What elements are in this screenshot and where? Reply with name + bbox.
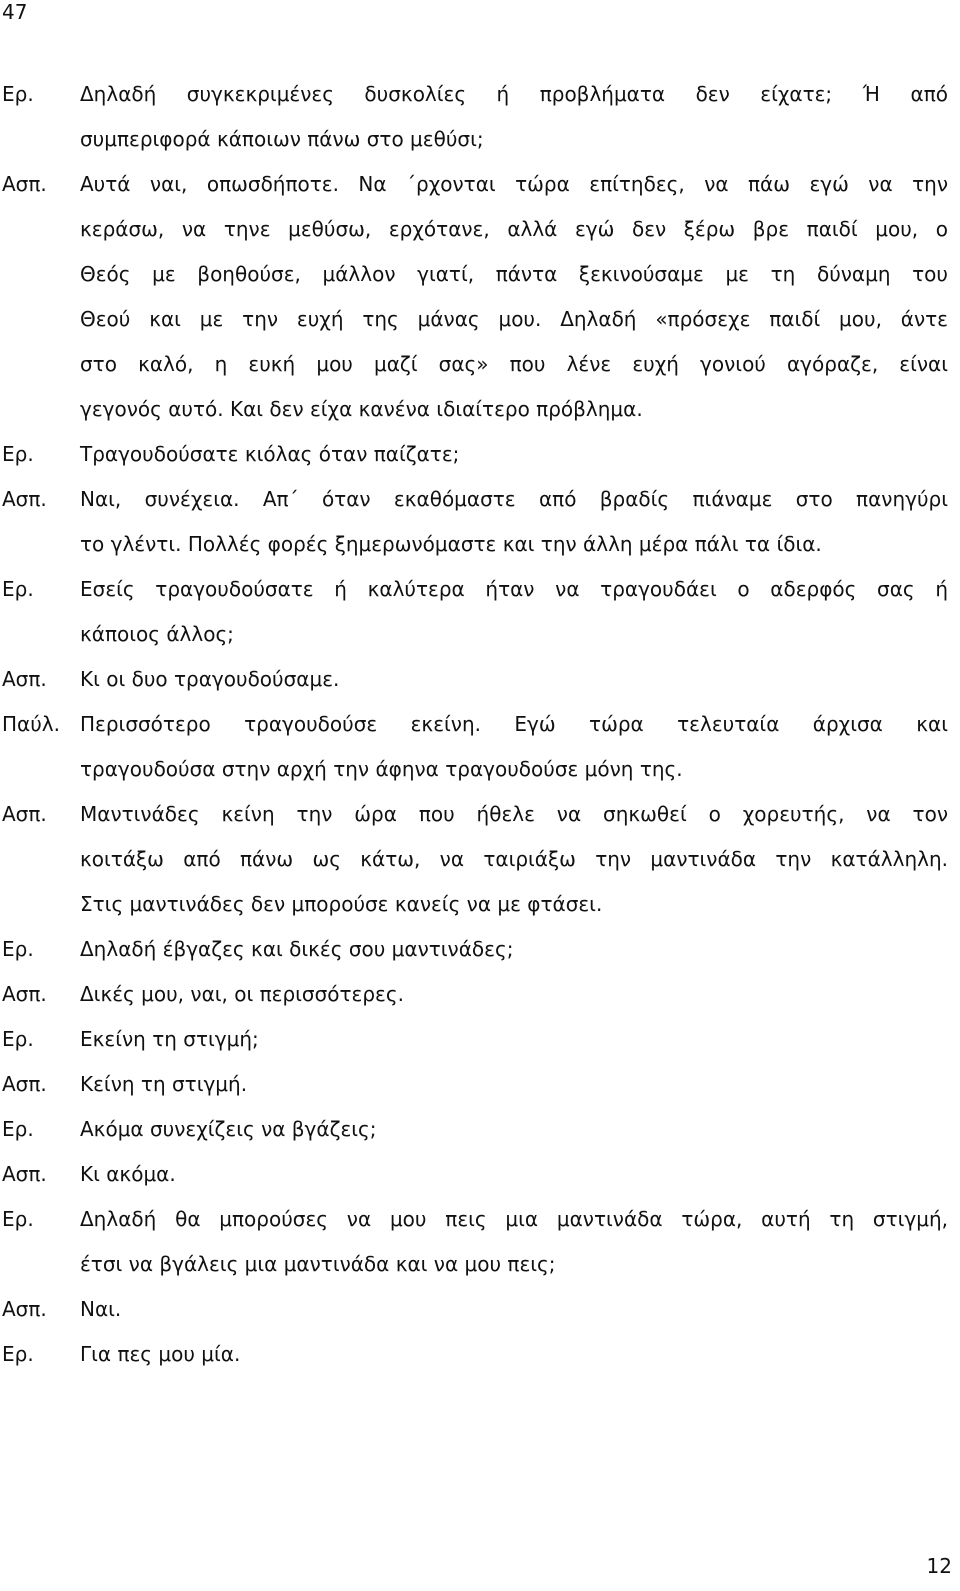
speech-text [80, 1332, 948, 1377]
speech-line: Εσείς τραγουδούσατε ή καλύτερα ήταν να τραγουδάει ο αδερφός σας ή [80, 577, 948, 601]
speech-text [80, 792, 948, 927]
speech-line: Ναι. [80, 1297, 122, 1321]
speaker-label: Παύλ. [2, 712, 60, 736]
speech-line: Ακόμα συνεχίζεις να βγάζεις; [80, 1117, 377, 1141]
speech-text [80, 657, 948, 702]
speaker-label: Ερ. [2, 1342, 34, 1366]
dialogue-entry [0, 1152, 960, 1197]
interview-transcript [0, 72, 960, 1377]
dialogue-entry [0, 432, 960, 477]
speech-line: Για πες μου μία. [80, 1342, 241, 1366]
speech-text [80, 1017, 948, 1062]
speech-line: Ναι, συνέχεια. Απ΄ όταν εκαθόμαστε από βραδίς πιάναμε στο πανηγύρι [80, 487, 948, 511]
dialogue-entry [0, 972, 960, 1017]
dialogue-entry [0, 792, 960, 927]
dialogue-entry [0, 927, 960, 972]
dialogue-entry [0, 567, 960, 657]
dialogue-entry [0, 1287, 960, 1332]
speech-line: Εκείνη τη στιγμή; [80, 1027, 259, 1051]
dialogue-entry [0, 1062, 960, 1107]
dialogue-entry [0, 162, 960, 432]
dialogue-entry [0, 657, 960, 702]
speaker-label: Ασπ. [2, 667, 47, 691]
speech-line: γεγονός αυτό. Και δεν είχα κανένα ιδιαίτερο πρόβλημα. [80, 397, 643, 421]
speech-line: Αυτά ναι, οπωσδήποτε. Να ΄ρχονται τώρα επίτηδες, να πάω εγώ να την [80, 172, 948, 196]
speech-line: στο καλό, η ευκή μου μαζί σας» που λένε ευχή γονιού αγόραζε, είναι [80, 352, 948, 376]
speaker-label: Ερ. [2, 1117, 34, 1141]
speech-line: Τραγουδούσατε κιόλας όταν παίζατε; [80, 442, 460, 466]
speech-line: Κι οι δυο τραγουδούσαμε. [80, 667, 340, 691]
speaker-label: Ασπ. [2, 487, 47, 511]
speaker-label: Ερ. [2, 1027, 34, 1051]
speaker-label: Ασπ. [2, 802, 47, 826]
speaker-label: Ερ. [2, 577, 34, 601]
dialogue-entry [0, 1107, 960, 1152]
speech-line: κοιτάξω από πάνω ως κάτω, να ταιριάξω την μαντινάδα την κατάλληλη. [80, 847, 948, 871]
speaker-label: Ασπ. [2, 1297, 47, 1321]
speaker-label: Ασπ. [2, 1162, 47, 1186]
dialogue-entry [0, 702, 960, 792]
speech-line: Δικές μου, ναι, οι περισσότερες. [80, 982, 404, 1006]
page-number-bottom: 12 [926, 1554, 952, 1578]
dialogue-entry [0, 72, 960, 162]
speech-line: Θεού και με την ευχή της μάνας μου. Δηλαδή «πρόσεχε παιδί μου, άντε [80, 307, 948, 331]
speaker-label: Ασπ. [2, 982, 47, 1006]
speaker-label: Ερ. [2, 442, 34, 466]
speech-line: κάποιος άλλος; [80, 622, 234, 646]
speaker-label: Ερ. [2, 82, 34, 106]
speech-line: Κείνη τη στιγμή. [80, 1072, 248, 1096]
speech-text [80, 1107, 948, 1152]
speaker-label: Ασπ. [2, 1072, 47, 1096]
speaker-label: Ερ. [2, 937, 34, 961]
speech-line: έτσι να βγάλεις μια μαντινάδα και να μου πεις; [80, 1252, 556, 1276]
speech-text [80, 702, 948, 792]
speech-line: Περισσότερο τραγουδούσε εκείνη. Εγώ τώρα τελευταία άρχισα και [80, 712, 948, 736]
speech-line: Δηλαδή συγκεκριμένες δυσκολίες ή προβλήματα δεν είχατε; Ή από [80, 82, 948, 106]
speech-line: Θεός με βοηθούσε, μάλλον γιατί, πάντα ξεκινούσαμε με τη δύναμη του [80, 262, 948, 286]
speech-text [80, 1062, 948, 1107]
speaker-label: Ερ. [2, 1207, 34, 1231]
speech-line: Κι ακόμα. [80, 1162, 176, 1186]
dialogue-entry [0, 1332, 960, 1377]
speech-text [80, 1197, 948, 1287]
dialogue-entry [0, 1197, 960, 1287]
speech-text [80, 72, 948, 162]
dialogue-entry [0, 1017, 960, 1062]
speaker-label: Ασπ. [2, 172, 47, 196]
speech-line: Δηλαδή έβγαζες και δικές σου μαντινάδες; [80, 937, 514, 961]
speech-text [80, 432, 948, 477]
speech-text [80, 477, 948, 567]
speech-text [80, 1152, 948, 1197]
speech-line: τραγουδούσα στην αρχή την άφηνα τραγουδούσε μόνη της. [80, 757, 683, 781]
page-number-top: 47 [2, 0, 28, 24]
speech-line: το γλέντι. Πολλές φορές ξημερωνόμαστε και την άλλη μέρα πάλι τα ίδια. [80, 532, 822, 556]
speech-text [80, 1287, 948, 1332]
speech-line: κεράσω, να τηνε μεθύσω, ερχότανε, αλλά εγώ δεν ξέρω βρε παιδί μου, ο [80, 217, 948, 241]
speech-line: Στις μαντινάδες δεν μπορούσε κανείς να με φτάσει. [80, 892, 603, 916]
speech-text [80, 972, 948, 1017]
speech-text [80, 162, 948, 432]
speech-line: Μαντινάδες κείνη την ώρα που ήθελε να σηκωθεί ο χορευτής, να τον [80, 802, 948, 826]
speech-line: συμπεριφορά κάποιων πάνω στο μεθύσι; [80, 127, 484, 151]
speech-text [80, 927, 948, 972]
speech-line: Δηλαδή θα μπορούσες να μου πεις μια μαντινάδα τώρα, αυτή τη στιγμή, [80, 1207, 948, 1231]
dialogue-entry [0, 477, 960, 567]
speech-text [80, 567, 948, 657]
